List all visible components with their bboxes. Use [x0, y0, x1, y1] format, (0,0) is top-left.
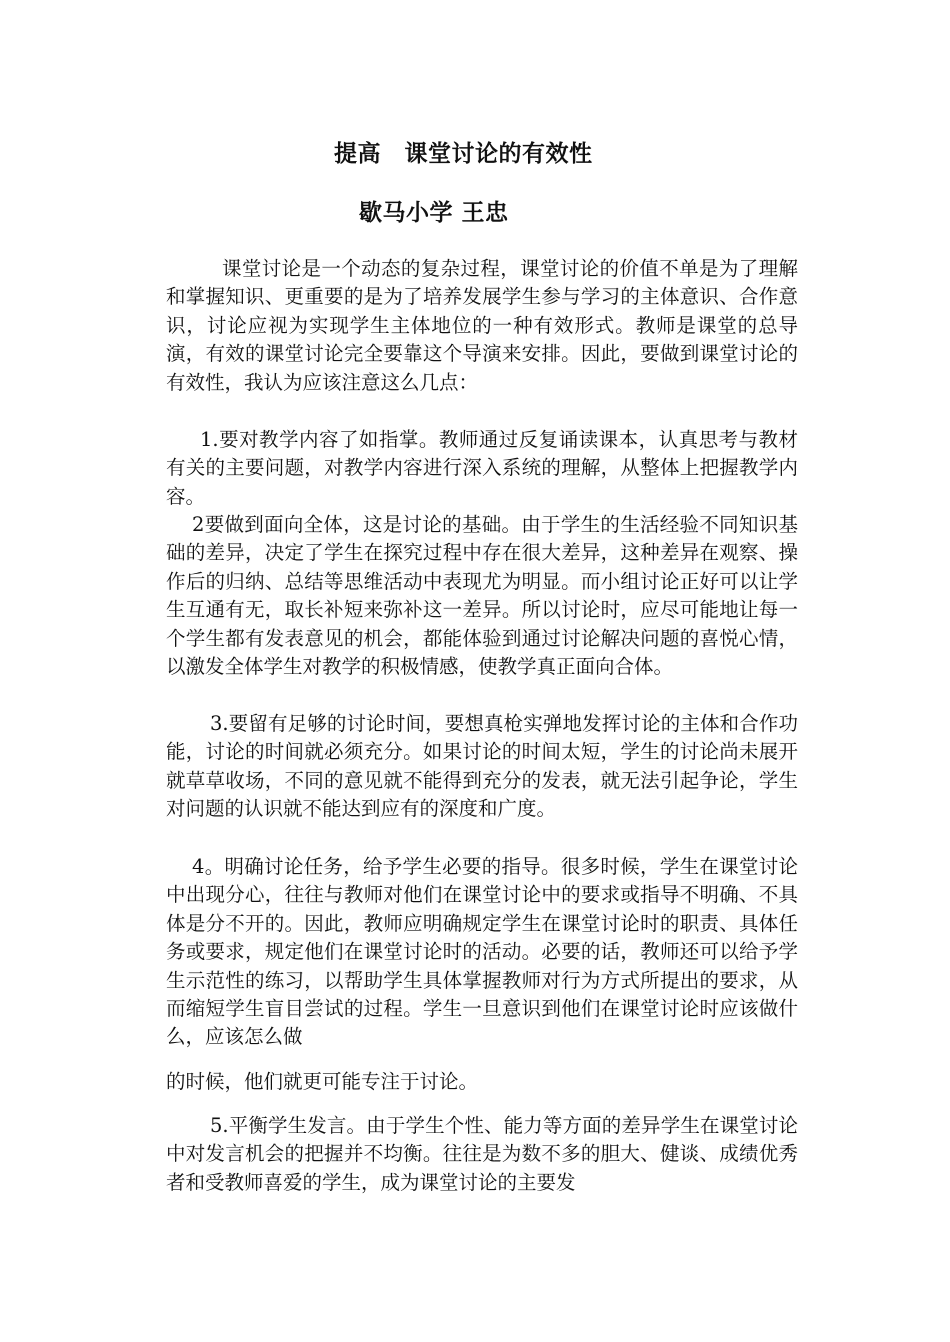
paragraph-intro: 课堂讨论是一个动态的复杂过程，课堂讨论的价值不单是为了理解和掌握知识、更重要的是为了培养发展学生参与学习的主体意识、合作意识，讨论应视为实现学生主体地位的一种有效形式。教师是课堂的总导演，有效的课堂讨论完全要靠这个导演来安排。因此，要做到课堂讨论的有效性，我认为应该注意这么几点： — [166, 257, 798, 394]
paragraph-point-5: 5.平衡学生发言。由于学生个性、能力等方面的差异学生在课堂讨论中对发言机会的把握并不均衡。往往是为数不多的胆大、健谈、成绩优秀者和受教师喜爱的学生，成为课堂讨论的主要发 — [166, 1114, 798, 1194]
paragraph-point-1: 1.要对教学内容了如指掌。教师通过反复诵读课本，认真思考与教材有关的主要问题，对教学内容进行深入系统的理解，从整体上把握教学内容。 — [166, 428, 798, 508]
paragraph-point-3: 3.要留有足够的讨论时间，要想真枪实弹地发挥讨论的主体和合作功能，讨论的时间就必须充分。如果讨论的时间太短，学生的讨论尚未展开就草草收场，不同的意见就不能得到充分的发表，就无法引起争论，学生对问题的认识就不能达到应有的深度和广度。 — [166, 712, 798, 821]
paragraph-point-2: 2要做到面向全体，这是讨论的基础。由于学生的生活经验不同知识基础的差异，决定了学生在探究过程中存在很大差异，这种差异在观察、操作后的归纳、总结等思维活动中表现尤为明显。而小组讨论正好可以让学生互通有无，取长补短来弥补这一差异。所以讨论时，应尽可能地让每一个学生都有发表意见的机会，都能体验到通过讨论解决问题的喜悦心情，以激发全体学生对教学的积极情感，使教学真正面向合体。 — [166, 513, 798, 679]
document-title: 提高 课堂讨论的有效性 — [334, 140, 593, 167]
document-author: 歇马小学 王忠 — [359, 199, 509, 226]
paragraph-point-4: 4。明确讨论任务，给予学生必要的指导。很多时候，学生在课堂讨论中出现分心，往往与教师对他们在课堂讨论中的要求或指导不明确、不具体是分不开的。因此，教师应明确规定学生在课堂讨论时的职责、具体任务或要求，规定他们在课堂讨论时的活动。必要的话，教师还可以给予学生示范性的练习，以帮助学生具体掌握教师对行为方式所提出的要求，从而缩短学生盲目尝试的过程。学生一旦意识到他们在课堂讨论时应该做什么，应该怎么做 — [166, 855, 798, 1049]
paragraph-point-4-continued: 的时候，他们就更可能专注于讨论。 — [166, 1070, 479, 1093]
